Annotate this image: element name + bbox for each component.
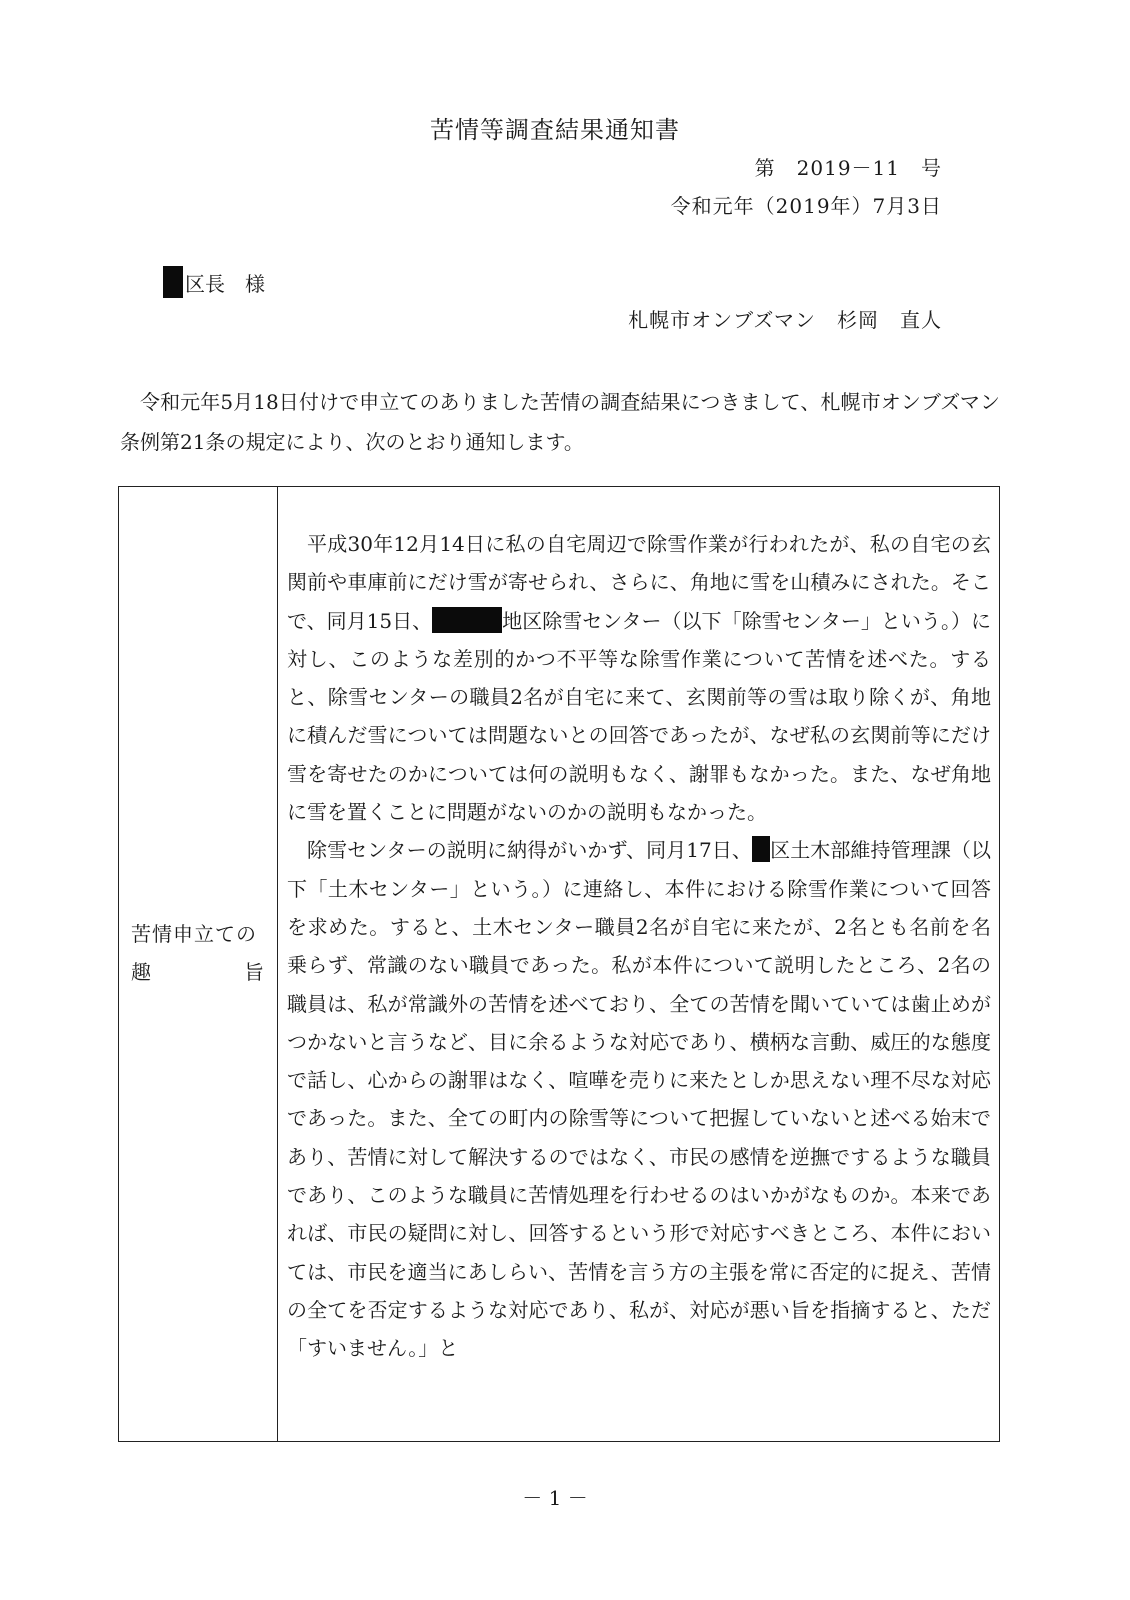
recipient — [163, 266, 265, 298]
content-paragraph — [287, 525, 991, 831]
intro-paragraph: 令和元年5月18日付けで申立てのありました苦情の調査結果につきまして、札幌市オンブズマン条例第21条の規定により、次のとおり通知します。 — [120, 390, 1000, 454]
label-char-2: 旨 — [244, 960, 265, 984]
document-date: 令和元年（2019年）7月3日 — [670, 194, 942, 218]
paragraph-text: 除雪センターの説明に納得がいかず、同月17日、 — [307, 838, 753, 863]
content-paragraph — [287, 831, 991, 1367]
redaction-block — [432, 607, 502, 633]
document-number: 第 2019－11 号 — [754, 156, 942, 180]
paragraph-text: 地区除雪センター（以下「除雪センター」という。）に対し、このような差別的かつ不平等な除雪作業について苦情を述べた。すると、除雪センターの職員2名が自宅に来て、玄関前等の雪は取り除くが、角地に積んだ雪については問題ないとの回答であったが、なぜ私の玄関前等にだけ雪を寄せたのかについては何の説明もなく、謝罪もなかった。また、なぜ角地に雪を置くことに問題がないのかの説明もなかった。 — [287, 608, 991, 825]
page-number: － 1 － — [522, 1486, 588, 1510]
recipient-title: 区長 様 — [185, 271, 265, 296]
paragraph-text: 平成30年12月14日に私の自宅周辺で除雪作業が行われたが、私の自宅の玄関前や車庫前にだけ雪が寄せられ、さらに、角地に雪を山積みにされた。そこで、同月15日、 — [287, 532, 991, 633]
label-char-1: 趣 — [131, 960, 152, 984]
complaint-table — [118, 486, 1000, 1442]
redaction-block — [752, 836, 770, 862]
label-line-1: 苦情申立ての — [131, 922, 257, 946]
table-divider — [277, 487, 278, 1441]
paragraph-text: 区土木部維持管理課（以下「土木センター」という。）に連絡し、本件における除雪作業について回答を求めた。すると、土木センター職員2名が自宅に来たが、2名とも名前を名乗らず、常識のない職員であった。私が本件について説明したところ、2名の職員は、私が常識外の苦情を述べており、全ての苦情を聞いていては歯止めがつかないと言うなど、目に余るような対応であり、横柄な言動、威圧的な態度で話し、心からの謝罪はなく、喧嘩を売りに来たとしか思えない理不尽な対応であった。また、全ての町内の除雪等について把握していないと述べる始末であり、苦情に対して解決するのではなく、市民の感情を逆撫でするような職員であり、このような職員に苦情処理を行わせるのはいかがなものか。本来であれば、市民の疑問に対し、回答するという形で対応すべきところ、本件においては、市民を適当にあしらい、苦情を言う方の主張を常に否定的に捉え、苦情の全てを否定するような対応であり、私が、対応が悪い旨を指摘すると、ただ「すいません。」と — [287, 838, 991, 1361]
complaint-content — [287, 525, 991, 1368]
document-title: 苦情等調査結果通知書 — [430, 116, 680, 144]
label-line-2 — [131, 953, 265, 991]
table-row-label — [131, 915, 271, 991]
sender: 札幌市オンブズマン 杉岡 直人 — [628, 308, 942, 332]
redaction-block — [163, 266, 183, 298]
